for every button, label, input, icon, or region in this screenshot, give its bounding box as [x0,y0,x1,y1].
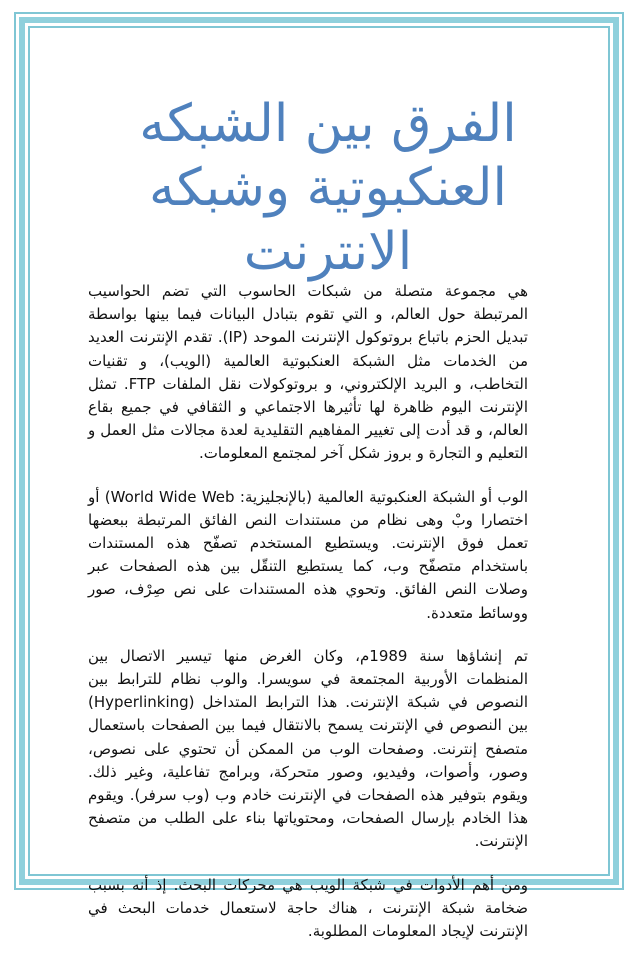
page-title [88,92,528,284]
paragraph-web-history: تم إنشاؤها سنة 1989م، وكان الغرض منها تيسير الاتصال بين المنظمات الأوربية المجتمعة في سويسرا. والوب نظام للترابط بين النصوص في شبكة الإنترنت. هذا الترابط المتداخل (Hyperlinking) بين النصوص في الإنترنت يسمح بالانتقال فيما بين الصفحات باستعمال متصفح إنترنت. وصفحات الوب من الممكن أن تحتوي على نصوص، وصور، وأصوات، وفيديو، وصور متحركة، وبرامج تفاعلية، وغير ذلك. ويقوم بتوفير هذه الصفحات في الإنترنت خادم وب (وب سرفر). ويقوم هذا الخادم بإرسال الصفحات، ومحتوياتها بناء على الطلب من متصفح الإنترنت. [88,646,528,851]
paragraph-web-definition: الوب أو الشبكة العنكبوتية العالمية (بالإنجليزية: World Wide Web) أو اختصارا وبْ وهى نظام من مستندات النص الفائق المرتبطة ببعضها تعمل فوق الإنترنت. ويستطيع المستخدم تصفّح هذه المستندات باستخدام متصفّح وب، كما يستطيع التنقّل بين هذه الصفحات عبر وصلات النص الفائق. وتحوي هذه المستندات على نص صِرْف، صور ووسائط متعددة. [88,487,529,622]
document-body [88,92,528,963]
title-line-1: الفرق بين الشبكه [139,94,517,154]
title-line-3: الانترنت [243,222,413,282]
title-line-2: العنكبوتية وشبكه [149,158,507,218]
paragraph-internet-definition: هي مجموعة متصلة من شبكات الحاسوب التي تضم الحواسيب المرتبطة حول العالم، و التي تقوم بتبادل البيانات فيما بينها بواسطة تبديل الحزم باتباع بروتوكول الإنترنت الموحد (IP). تقدم الإنترنت العديد من الخدمات مثل الشبكة العنكبوتية العالمية (الويب)، و تقنيات التخاطب، و البريد الإلكتروني، و بروتوكولات نقل الملفات FTP. تمثل الإنترنت اليوم ظاهرة لها تأثيرها الاجتماعي و الثقافي في جميع بقاع العالم، و قد أدت إلى تغيير المفاهيم التقليدية لعدة مجالات مثل العمل و التعليم و التجارة و بروز شكل آخر لمجتمع المعلومات. [88,282,528,463]
paragraph-search-engines: ومن أهم الأدوات في شبكة الويب هي محركات البحث. إذ أنه بسبب ضخامة شبكة الإنترنت ، هناك حاجة لاستعمال خدمات البحث في الإنترنت لإيجاد المعلومات المطلوبة. [88,875,528,941]
